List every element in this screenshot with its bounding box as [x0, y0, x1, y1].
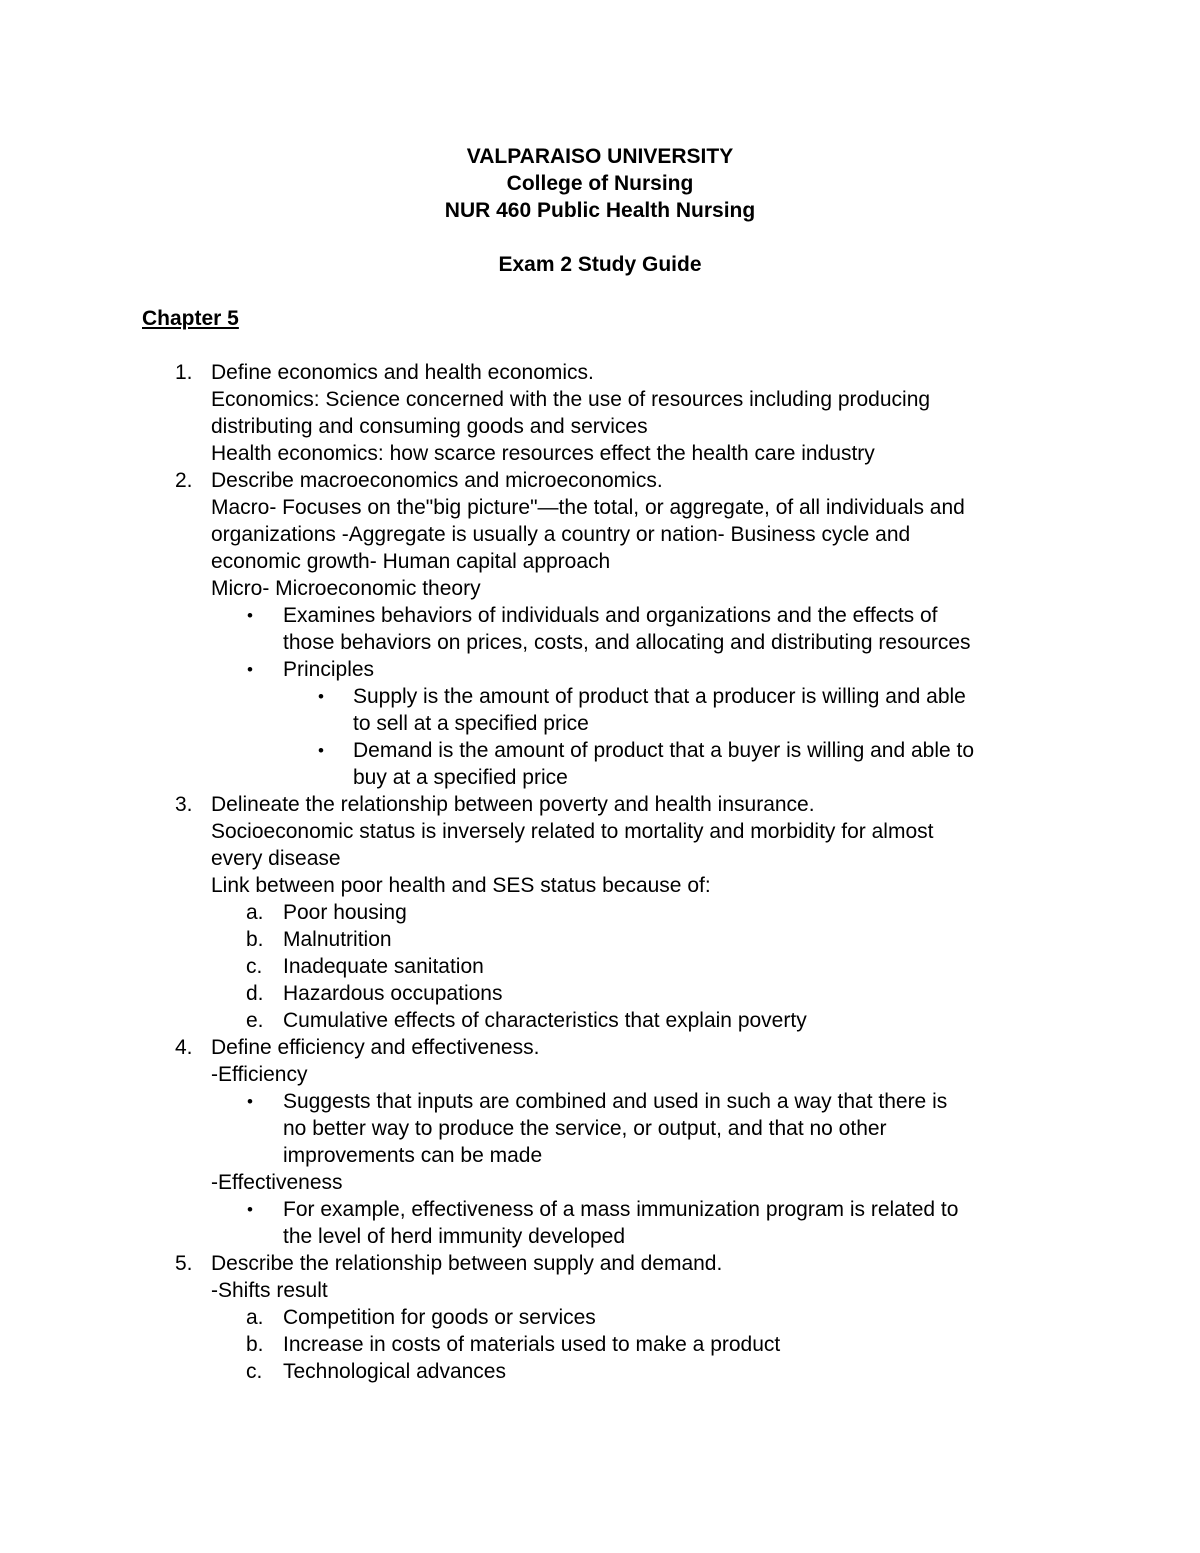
bullet-continuation	[0, 1115, 1200, 1142]
lettered-text: Poor housing	[283, 901, 407, 924]
question-number: 4.	[175, 1036, 193, 1059]
answer-text: organizations -Aggregate is usually a country or nation- Business cycle and	[211, 523, 911, 546]
lettered-text: Malnutrition	[283, 928, 392, 951]
item-letter: c.	[246, 1360, 263, 1383]
bullet-icon: •	[318, 741, 324, 760]
bullet-item	[0, 602, 1200, 629]
question-number: 1.	[175, 361, 193, 384]
lettered-text: Increase in costs of materials used to make a product	[283, 1333, 781, 1356]
bullet-text: the level of herd immunity developed	[283, 1225, 626, 1248]
lettered-item	[0, 1358, 1200, 1385]
question-number: 5.	[175, 1252, 193, 1275]
answer-line	[0, 386, 1200, 413]
answer-text: Micro- Microeconomic theory	[211, 577, 481, 600]
answer-line	[0, 521, 1200, 548]
lettered-text: Hazardous occupations	[283, 982, 503, 1005]
effectiveness-label	[0, 1169, 1200, 1196]
question-list	[0, 359, 1200, 1385]
question-item-3	[0, 791, 1200, 818]
bullet-item	[0, 1088, 1200, 1115]
bullet-icon: •	[318, 687, 324, 706]
sub-bullet-text: Supply is the amount of product that a producer is willing and able	[353, 685, 966, 708]
item-letter: b.	[246, 1333, 264, 1356]
answer-text: economic growth- Human capital approach	[211, 550, 611, 573]
lettered-item	[0, 1331, 1200, 1358]
question-item-4	[0, 1034, 1200, 1061]
question-number: 2.	[175, 469, 193, 492]
answer-line	[0, 575, 1200, 602]
answer-text: Health economics: how scarce resources effect the health care industry	[211, 442, 875, 465]
bullet-item	[0, 656, 1200, 683]
item-letter: d.	[246, 982, 264, 1005]
bullet-continuation	[0, 629, 1200, 656]
lettered-text: Cumulative effects of characteristics that explain poverty	[283, 1009, 807, 1032]
answer-text: Economics: Science concerned with the use of resources including producing	[211, 388, 931, 411]
bullet-icon: •	[247, 1092, 253, 1111]
answer-text: Macro- Focuses on the"big picture"—the total, or aggregate, of all individuals and	[211, 496, 965, 519]
answer-text: every disease	[211, 847, 341, 870]
question-text: Describe the relationship between supply and demand.	[211, 1252, 723, 1275]
answer-line	[0, 548, 1200, 575]
item-letter: a.	[246, 901, 264, 924]
answer-line	[0, 872, 1200, 899]
question-text: Describe macroeconomics and microeconomics.	[211, 469, 663, 492]
answer-line	[0, 413, 1200, 440]
lettered-text: Inadequate sanitation	[283, 955, 484, 978]
course-title: NUR 460 Public Health Nursing	[444, 199, 756, 222]
sub-bullet-item	[0, 737, 1200, 764]
bullet-text: improvements can be made	[283, 1144, 543, 1167]
item-letter: c.	[246, 955, 263, 978]
lettered-item	[0, 953, 1200, 980]
lettered-item	[0, 1007, 1200, 1034]
item-letter: b.	[246, 928, 264, 951]
lettered-item	[0, 926, 1200, 953]
answer-text: distributing and consuming goods and services	[211, 415, 648, 438]
answer-text: -Efficiency	[211, 1063, 308, 1086]
sub-bullet-text: buy at a specified price	[353, 766, 568, 789]
bullet-text: For example, effectiveness of a mass immunization program is related to	[283, 1198, 959, 1221]
bullet-text: no better way to produce the service, or output, and that no other	[283, 1117, 887, 1140]
answer-text: -Shifts result	[211, 1279, 328, 1302]
sub-bullet-text: to sell at a specified price	[353, 712, 589, 735]
chapter-heading: Chapter 5	[142, 307, 239, 330]
college-name: College of Nursing	[506, 172, 694, 195]
bullet-continuation	[0, 1223, 1200, 1250]
answer-line	[0, 818, 1200, 845]
bullet-icon: •	[247, 1200, 253, 1219]
lettered-item	[0, 899, 1200, 926]
university-name: VALPARAISO UNIVERSITY	[466, 145, 734, 168]
bullet-continuation	[0, 1142, 1200, 1169]
item-letter: a.	[246, 1306, 264, 1329]
lettered-text: Competition for goods or services	[283, 1306, 596, 1329]
answer-text: -Effectiveness	[211, 1171, 343, 1194]
exam-title: Exam 2 Study Guide	[498, 253, 702, 276]
bullet-text: Suggests that inputs are combined and used in such a way that there is	[283, 1090, 948, 1113]
bullet-text: Principles	[283, 658, 375, 681]
question-text: Define efficiency and effectiveness.	[211, 1036, 540, 1059]
sub-bullet-continuation	[0, 710, 1200, 737]
sub-bullet-continuation	[0, 764, 1200, 791]
answer-text: Link between poor health and SES status because of:	[211, 874, 711, 897]
answer-line	[0, 845, 1200, 872]
answer-line	[0, 1277, 1200, 1304]
bullet-text: those behaviors on prices, costs, and allocating and distributing resources	[283, 631, 971, 654]
question-item-1	[0, 359, 1200, 386]
question-text: Delineate the relationship between poverty and health insurance.	[211, 793, 815, 816]
sub-bullet-text: Demand is the amount of product that a buyer is willing and able to	[353, 739, 975, 762]
bullet-icon: •	[247, 660, 253, 679]
sub-bullet-item	[0, 683, 1200, 710]
lettered-text: Technological advances	[283, 1360, 506, 1383]
lettered-item	[0, 1304, 1200, 1331]
efficiency-label	[0, 1061, 1200, 1088]
lettered-item	[0, 980, 1200, 1007]
item-letter: e.	[246, 1009, 264, 1032]
bullet-text: Examines behaviors of individuals and organizations and the effects of	[283, 604, 938, 627]
question-number: 3.	[175, 793, 193, 816]
question-item-5	[0, 1250, 1200, 1277]
bullet-icon: •	[247, 606, 253, 625]
answer-line	[0, 494, 1200, 521]
answer-line	[0, 440, 1200, 467]
question-item-2	[0, 467, 1200, 494]
question-text: Define economics and health economics.	[211, 361, 594, 384]
bullet-item	[0, 1196, 1200, 1223]
answer-text: Socioeconomic status is inversely related to mortality and morbidity for almost	[211, 820, 934, 843]
